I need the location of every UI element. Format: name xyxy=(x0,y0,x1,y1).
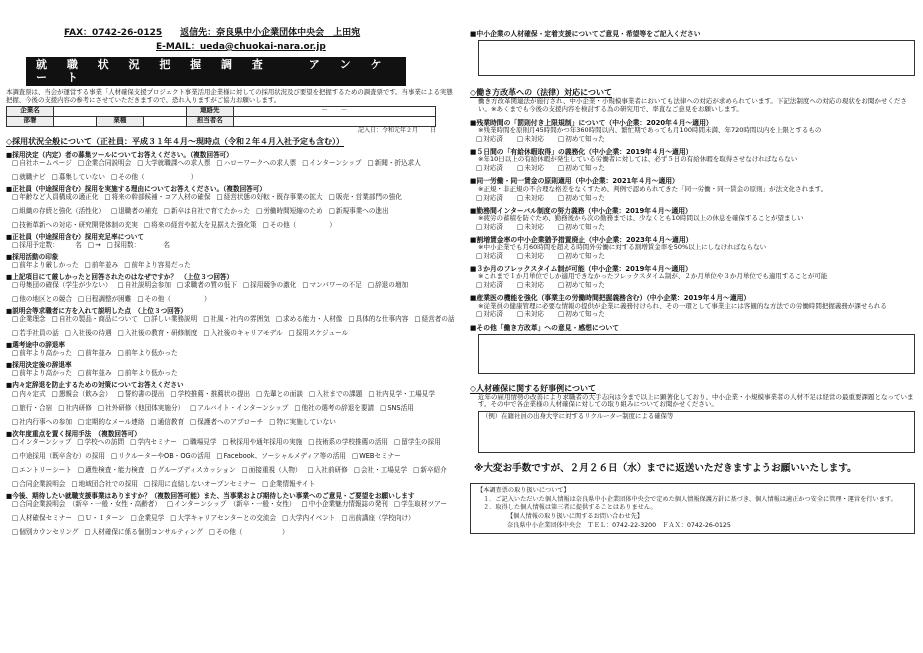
checkbox-option[interactable]: □ 先輩との面談 xyxy=(256,390,303,398)
checkbox-option[interactable]: □ 人材確保に係る個別コンサルティング xyxy=(84,528,202,536)
work-reform-opinion-heading: ■その他「働き方改革」への意見・感想について xyxy=(470,323,620,332)
response-checkbox[interactable]: □ 初めて知った xyxy=(558,164,605,172)
checkbox-option[interactable]: □ 技術革新への対応・研究開発体制の充実 xyxy=(12,221,138,229)
checkbox-option[interactable]: □ 保護者へのアプローチ xyxy=(190,418,263,426)
checkbox-option[interactable]: □ 中小企業魅力情報誌の発刊 xyxy=(302,500,388,508)
checkbox-option[interactable]: □ WEBセミナー xyxy=(352,452,401,460)
question-heading: ■説明会等求職者に方を入れて説明した点 （上位３つ回答） xyxy=(6,307,187,316)
option-row xyxy=(6,390,456,426)
checkbox-option[interactable]: □ 辞退の増加 xyxy=(368,281,408,289)
checkbox-option[interactable]: □ 前年より低かった xyxy=(118,369,178,377)
contact-label: 連絡先 xyxy=(186,106,233,116)
support-opinion-heading: ■中小企業の人材確保・定着支援についてご意見・希望等をご記入ください xyxy=(470,30,701,38)
response-checkbox[interactable]: □ 未対応 xyxy=(517,281,544,289)
checkbox-option[interactable]: □ SNS活用 xyxy=(380,404,414,412)
work-reform-heading: ◇働き方改革への（法律）対応について xyxy=(470,88,612,98)
work-reform-opinion-box[interactable] xyxy=(478,334,915,374)
checkbox-option[interactable]: □ 合同企業説明会 xyxy=(12,480,65,488)
checkbox-option[interactable]: □ 入社までの課題 xyxy=(309,390,362,398)
checkbox-option[interactable]: □ 前年より高かった xyxy=(12,369,72,377)
law-item-text: ※従業員の健康管理に必要な情報の提供が企業に義務付けられ、その一環として事業主には客観的な方法での労働時間把握義務が課せられる xyxy=(478,301,887,310)
checkbox-option[interactable]: □ 将来の幹部候補・コア人材の確保 xyxy=(104,193,210,201)
checkbox-option[interactable]: □ 他の地区との競合 xyxy=(12,295,72,303)
law-item-heading: ■同一労働・同一賃金の原則適用（中小企業：2021年４月～適用） xyxy=(470,177,679,186)
response-checkbox[interactable]: □ 初めて知った xyxy=(558,281,605,289)
checkbox-option[interactable]: □ 新聞・折込求人 xyxy=(367,159,420,167)
response-checkbox[interactable]: □ 初めて知った xyxy=(558,252,605,260)
checkbox-option[interactable]: □ 技術系の学校推薦の活用 xyxy=(308,438,388,446)
company-field[interactable] xyxy=(54,106,187,116)
response-row xyxy=(470,310,915,318)
checkbox-option[interactable]: □ 学生取材ツアー xyxy=(394,500,447,508)
checkbox-option[interactable]: □ 募集していない xyxy=(52,173,105,181)
question-heading: ■次年度重点を置く採用手法 （複数回答可） xyxy=(6,429,141,438)
checkbox-option[interactable]: □ 入社後の教育・研修制度 xyxy=(118,329,198,337)
reply-header xyxy=(64,28,456,39)
option-row xyxy=(6,349,456,357)
checkbox-option[interactable]: □ 企業情報サイト xyxy=(262,480,315,488)
checkbox-option[interactable]: □ 社内見学・工場見学 xyxy=(368,390,435,398)
support-opinion-box[interactable] xyxy=(478,40,915,76)
privacy-note-line: １．ご記入いただいた個人情報は奈良県中小企業団体中央会で定めた個人情報保護方針に基づき、個人情報は適正かつ安全に管理・運営を行います。 xyxy=(483,495,897,503)
checkbox-option[interactable]: □ 特に実施していない xyxy=(269,418,336,426)
checkbox-option[interactable]: □ 学校推薦・推薦状の提出 xyxy=(170,390,250,398)
checkbox-option[interactable]: □ 社内研修 xyxy=(58,404,92,412)
checkbox-option[interactable]: □ インターンシップ xyxy=(302,159,361,167)
checkbox-option[interactable]: □ マンパワーの不足 xyxy=(302,281,362,289)
law-item-heading: ■５日間の「有給休暇取得」の義務化（中小企業：2019年４月～適用） xyxy=(470,148,693,157)
question-heading: ■正社員（中途採用含む）採用を実施する理由についてお答えください。（複数回答可） xyxy=(6,184,266,193)
deadline-notice: ※大変お手数ですが、２月２６日（水）までに返送いただきますようお願いいたします。 xyxy=(474,463,857,475)
checkbox-option[interactable]: □ 留学生の採用 xyxy=(394,438,441,446)
question-list xyxy=(6,151,456,536)
option-row xyxy=(6,241,456,249)
response-row xyxy=(470,194,915,202)
checkbox-option[interactable]: □ その他（ ） xyxy=(137,295,210,303)
privacy-note xyxy=(470,483,915,534)
question-heading: ■正社員（中途採用含む）採用充足率について xyxy=(6,233,144,242)
option-row xyxy=(6,438,456,488)
checkbox-option[interactable]: □ 求める能力・人材像 xyxy=(276,315,343,323)
privacy-note-line: ２．取得した個人情報は第三者に提供することはありません。 xyxy=(483,504,657,512)
option-row xyxy=(6,261,456,269)
work-reform-intro: 働き方改革関連法が施行され、中小企業・小規模事業者においても法律への対応が求められています。下記法制度への対応の現状をお聞かせください。※あくまでも今後の支援内容を検討する為の研究用で、率直なご意見をお願いします。 xyxy=(478,97,907,113)
option-row xyxy=(6,159,456,181)
checkbox-option[interactable]: □ 採用予定数： 名 xyxy=(12,241,82,249)
person-field[interactable] xyxy=(233,116,435,126)
checkbox-option[interactable]: □ 日程調整が困難 xyxy=(78,295,131,303)
entry-date: 記入日：令和元年２月 日 xyxy=(357,126,436,134)
checkbox-option[interactable]: □ 出前講座（学校向け） xyxy=(341,514,414,522)
checkbox-option[interactable]: □ 大学就職課への求人票 xyxy=(137,159,210,167)
checkbox-option[interactable]: □ 経営状態の好転・既存事業の拡大 xyxy=(217,193,323,201)
question-heading: ■採用活動の印象 xyxy=(6,253,59,262)
response-checkbox[interactable]: □ 対応済 xyxy=(476,164,503,172)
fax-number: FAX：0742-26-0125 xyxy=(64,28,163,38)
law-item-heading: ■割増賃金率の中小企業猶予措置廃止（中小企業：2023年４月～適用） xyxy=(470,235,693,244)
checkbox-option[interactable]: □ その他（ ） xyxy=(263,221,336,229)
checkbox-option[interactable]: □ 採用競争の激化 xyxy=(243,281,296,289)
checkbox-option[interactable]: □ 前年より容易だった xyxy=(124,261,191,269)
checkbox-option[interactable]: □ 社風・社内の雰囲気 xyxy=(203,315,270,323)
dept-field[interactable] xyxy=(54,116,97,126)
checkbox-option[interactable]: □ グループディスカッション xyxy=(150,466,235,474)
intro-text: 本調査票は、当会が運営する事業「人材確保支援プロジェクト事業活用企業様に対しての採用状況及び要望を把握するための調査票です。当事業による実態把握、今後の支援内容の参考にさせていただきますので、恐れ入りますがご協力お願いします。 xyxy=(6,87,453,104)
law-item-heading: ■残業時間の「罰則付き上限規制」について（中小企業：2020年４月～適用） xyxy=(470,118,713,127)
checkbox-option[interactable]: □ 中途採用（既卒含む）の採用 xyxy=(12,452,105,460)
checkbox-option[interactable]: □ 社外研修（他団体実施分） xyxy=(98,404,184,412)
checkbox-option[interactable]: □ Ｕ・Ｉターン xyxy=(78,514,125,522)
response-checkbox[interactable]: □ 初めて知った xyxy=(558,194,605,202)
question-heading: ■採用決定（内定）者の募集ツールについてお答えください。（複数回答可） xyxy=(6,150,233,159)
law-item-text: ※年10日以上の有給休暇が発生している労働者に対しては、必ず５日の有給休暇を取得させなければならない xyxy=(478,155,798,164)
industry-label: 業種 xyxy=(96,116,143,126)
email-address: E-MAIL：ueda@chuokai-nara.or.jp xyxy=(156,41,326,52)
checkbox-option[interactable]: □ 経営者の話 xyxy=(414,315,454,323)
reply-to: 返信先：奈良県中小企業団体中央会 上田宛 xyxy=(180,28,361,38)
law-item-text: ※これまで１か月単位でしか適用できなかったフレックスタイム制が、２か月単位や３か月単位でも適用することが可能 xyxy=(478,272,828,281)
checkbox-option[interactable]: □ 新規事業への進出 xyxy=(329,207,389,215)
checkbox-option[interactable]: □ エントリーシート xyxy=(12,466,72,474)
checkbox-option[interactable]: □ 前年より低かった xyxy=(118,349,178,357)
checkbox-option[interactable]: □ 大学内イベント xyxy=(282,514,335,522)
checkbox-option[interactable]: □ 面接重視（人物） xyxy=(242,466,302,474)
law-item-text: ※疲労の蓄積を防ぐため、勤務後から次の勤務までは、少なくとも10時間以上の休息を確保することが望ましい xyxy=(478,213,804,222)
checkbox-option[interactable]: □ 通信教育 xyxy=(150,418,184,426)
contact-field[interactable]: － － xyxy=(233,106,435,116)
checkbox-option[interactable]: □ 前年より高かった xyxy=(12,349,72,357)
response-checkbox[interactable]: □ 初めて知った xyxy=(558,223,605,231)
response-checkbox[interactable]: □ 未対応 xyxy=(517,223,544,231)
checkbox-option[interactable]: □ 合同企業説明会 （新卒・一般・女性・高齢者） xyxy=(12,500,161,508)
checkbox-option[interactable]: □ 前年並み xyxy=(85,261,119,269)
checkbox-option[interactable]: □ 新卒紹介 xyxy=(413,466,447,474)
checkbox-option[interactable]: □ 採用数： 名 xyxy=(107,241,170,249)
question-heading: ■選考途中の辞退率 xyxy=(6,341,65,350)
good-practice-heading: ◇人材確保に関する好事例について xyxy=(470,383,596,393)
law-item-heading: ■３か月のフレックスタイム制が可能（中小企業：2019年４月～適用） xyxy=(470,265,692,274)
checkbox-option[interactable]: □ 前年並み xyxy=(78,369,112,377)
checkbox-option[interactable]: □ ハローワークへの求人票 xyxy=(216,159,296,167)
law-item-text: ※残業時間を原則月45時間かつ年360時間以内、繁忙期であっても月100時間未満、年720時間以内を上限とするもの xyxy=(478,126,822,135)
response-row xyxy=(470,135,915,143)
checkbox-option[interactable]: □ 人材確保セミナー xyxy=(12,514,72,522)
dept-label: 部署 xyxy=(7,116,54,126)
response-checkbox[interactable]: □ 対応済 xyxy=(476,194,503,202)
question-heading: ■採用決定後の辞退率 xyxy=(6,361,72,370)
checkbox-option[interactable]: □ 適性検査・能力検査 xyxy=(78,466,145,474)
page-title: 就 職 状 況 把 握 調 査 ア ン ケ ー ト xyxy=(26,57,406,86)
question-heading: ■内々定辞退を防止するための対策についてお答えください xyxy=(6,381,184,390)
respondent-info-table xyxy=(6,106,436,127)
checkbox-option[interactable]: □ 前年並み xyxy=(78,349,112,357)
good-practice-box[interactable] xyxy=(478,411,915,453)
privacy-note-line: 奈良県中小企業団体中央会 ＴＥＬ：0742-22-3200 ＦＡＸ：0742-26-0125 xyxy=(507,521,731,529)
response-checkbox[interactable]: □ 対応済 xyxy=(476,310,503,318)
checkbox-option[interactable]: □ 会社・工場見学 xyxy=(354,466,407,474)
checkbox-option[interactable]: □ 内々定式 xyxy=(12,390,46,398)
checkbox-option[interactable]: □ 社内行事への参加 xyxy=(12,418,72,426)
checkbox-option[interactable]: □ 企業合同説明会 xyxy=(78,159,131,167)
checkbox-option[interactable]: □ 新卒は自社で育てたかった xyxy=(164,207,250,215)
checkbox-option[interactable]: □ 旅行・合宿 xyxy=(12,404,52,412)
section-recruitment: ◇採用状況全般について（正社員：平成３１年４月～現時点（令和２年４月入社予定も含む）） xyxy=(6,137,344,147)
checkbox-option[interactable]: □ 地域団合社での採用 xyxy=(71,480,138,488)
option-row xyxy=(6,315,456,337)
left-page xyxy=(6,0,456,653)
industry-field[interactable] xyxy=(143,116,186,126)
law-item-heading: ■勤務間インターバル制度の努力義務（中小企業：2019年４月～適用） xyxy=(470,206,692,215)
right-page xyxy=(470,0,915,653)
response-checkbox[interactable]: □ 対応済 xyxy=(476,135,503,143)
option-row xyxy=(6,369,456,377)
checkbox-option[interactable]: □ 入社後の待遇 xyxy=(65,329,112,337)
law-item-heading: ■産業医の機能を強化（事業主の労働時間把握義務含む）（中小企業：2019年４月～適用） xyxy=(470,294,751,303)
checkbox-option[interactable]: □ 企業理念 xyxy=(12,315,46,323)
checkbox-option[interactable]: □ インターンシップ （新卒・一般・女性） xyxy=(167,500,296,508)
example-text: （例）在籍社員の出身大学に対するリクルーター制度による確保等 xyxy=(482,412,674,421)
person-label: 担当者名 xyxy=(186,116,233,126)
checkbox-option[interactable]: □ 入社後のキャリアモデル xyxy=(203,329,282,337)
response-checkbox[interactable]: □ 初めて知った xyxy=(558,310,605,318)
checkbox-option[interactable]: □ インターンシップ xyxy=(12,438,71,446)
option-row xyxy=(6,193,456,229)
response-row xyxy=(470,223,915,231)
checkbox-option[interactable]: □ → xyxy=(88,241,101,249)
response-checkbox[interactable]: □ 未対応 xyxy=(517,135,544,143)
law-item-text: ※正規・非正規の不合理な格差をなくすため、判例で認められてきた「同一労働・同一賃金の原則」が法文化されます。 xyxy=(478,184,828,193)
checkbox-option[interactable]: □ 入社前研修 xyxy=(308,466,348,474)
checkbox-option[interactable]: □ 母集団の確保（学生が少ない） xyxy=(12,281,112,289)
checkbox-option[interactable]: □ 大学キャリアセンターとの交流会 xyxy=(170,514,276,522)
privacy-note-line: 【個人情報の取り扱いに関するお問い合わせ先】 xyxy=(507,513,644,521)
checkbox-option[interactable]: □ Facebook、ソーシャルメディア等の活用 xyxy=(216,452,346,460)
good-practice-text: 近年の雇用情勢の改善により求職者の大手志向は今まで以上に顕著化しており、中小企業・小規模事業者の人材不足は経営の最重要課題となっています。その中で各企業様の人材確保に対しての取り組みについてお聞かせください。 xyxy=(478,392,914,409)
option-row xyxy=(6,500,456,536)
response-checkbox[interactable]: □ 未対応 xyxy=(517,310,544,318)
checkbox-option[interactable]: □ 若手社員の話 xyxy=(12,329,59,337)
checkbox-option[interactable]: □ 退職者の補充 xyxy=(111,207,158,215)
checkbox-option[interactable]: □ 学内セミナー xyxy=(130,438,177,446)
checkbox-option[interactable]: □ 組織の存続と強化（活性化） xyxy=(12,207,105,215)
option-row xyxy=(6,281,456,303)
response-checkbox[interactable]: □ 未対応 xyxy=(517,194,544,202)
checkbox-option[interactable]: □ 販売・営業部門の強化 xyxy=(329,193,402,201)
checkbox-option[interactable]: □ 秋採用や通年採用の実施 xyxy=(223,438,303,446)
checkbox-option[interactable]: □ 懇親会（飲み会） xyxy=(52,390,112,398)
response-checkbox[interactable]: □ 対応済 xyxy=(476,223,503,231)
response-checkbox[interactable]: □ 対応済 xyxy=(476,252,503,260)
checkbox-option[interactable]: □ 労働時間短縮のため xyxy=(256,207,323,215)
checkbox-option[interactable]: □ その他（ ） xyxy=(209,528,289,536)
checkbox-option[interactable]: □ 具体的な仕事内容 xyxy=(348,315,408,323)
response-checkbox[interactable]: □ 初めて知った xyxy=(558,135,605,143)
response-row xyxy=(470,281,915,289)
checkbox-option[interactable]: □ 前年より厳しかった xyxy=(12,261,79,269)
checkbox-option[interactable]: □ 年齢など人員構成の適正化 xyxy=(12,193,98,201)
checkbox-option[interactable]: □ 定期的なメール連絡 xyxy=(78,418,144,426)
checkbox-option[interactable]: □ 個別カウンセリング xyxy=(12,528,78,536)
checkbox-option[interactable]: □ 採用に直結しないオープンセミナー xyxy=(144,480,256,488)
company-label: 企業名 xyxy=(7,106,54,116)
law-item-text: ※中小企業でも月60時間を超える時間外労働に対する割増賃金率を50%以上にしなければならない xyxy=(478,243,767,252)
question-heading: ■今後、期待したい就職支援事業はありますか？（複数回答可能）また、当事業および期待したい事業へのご意見・ご要望をお願いします xyxy=(6,491,415,500)
privacy-note-title: 【本調査票の取り扱いについて】 xyxy=(477,487,570,495)
checkbox-option[interactable]: □ 採用スケジュール xyxy=(289,329,349,337)
checkbox-option[interactable]: □ 学校への訪問 xyxy=(77,438,124,446)
checkbox-option[interactable]: □ 他社の選考の辞退を要請 xyxy=(294,404,374,412)
checkbox-option[interactable]: □ 就職ナビ xyxy=(12,173,46,181)
checkbox-option[interactable]: □ 自社説明会参加 xyxy=(118,281,171,289)
checkbox-option[interactable]: □ 企業見学 xyxy=(131,514,165,522)
checkbox-option[interactable]: □ アルバイト・インターンシップ xyxy=(190,404,288,412)
question-heading: ■上記項目にて厳しかったと回答されたのはなぜですか？ （上位３つ回答） xyxy=(6,273,234,282)
checkbox-option[interactable]: □ リクルーターやOB・OGの活用 xyxy=(111,452,210,460)
checkbox-option[interactable]: □ 自社の製品・商品について xyxy=(52,315,138,323)
checkbox-option[interactable]: □ 詳しい業務説明 xyxy=(144,315,197,323)
work-reform-items xyxy=(470,119,915,319)
response-checkbox[interactable]: □ 未対応 xyxy=(517,164,544,172)
response-checkbox[interactable]: □ 未対応 xyxy=(517,252,544,260)
checkbox-option[interactable]: □ その他（ ） xyxy=(111,173,197,181)
response-checkbox[interactable]: □ 対応済 xyxy=(476,281,503,289)
response-row xyxy=(470,252,915,260)
checkbox-option[interactable]: □ 求職者の質の低下 xyxy=(177,281,237,289)
checkbox-option[interactable]: □ 将来の経営や拡大を見据えた強化策 xyxy=(144,221,257,229)
checkbox-option[interactable]: □ 誓約書の提出 xyxy=(118,390,165,398)
checkbox-option[interactable]: □ 職場見学 xyxy=(183,438,217,446)
checkbox-option[interactable]: □ 自社ホームページ xyxy=(12,159,72,167)
response-row xyxy=(470,164,915,172)
